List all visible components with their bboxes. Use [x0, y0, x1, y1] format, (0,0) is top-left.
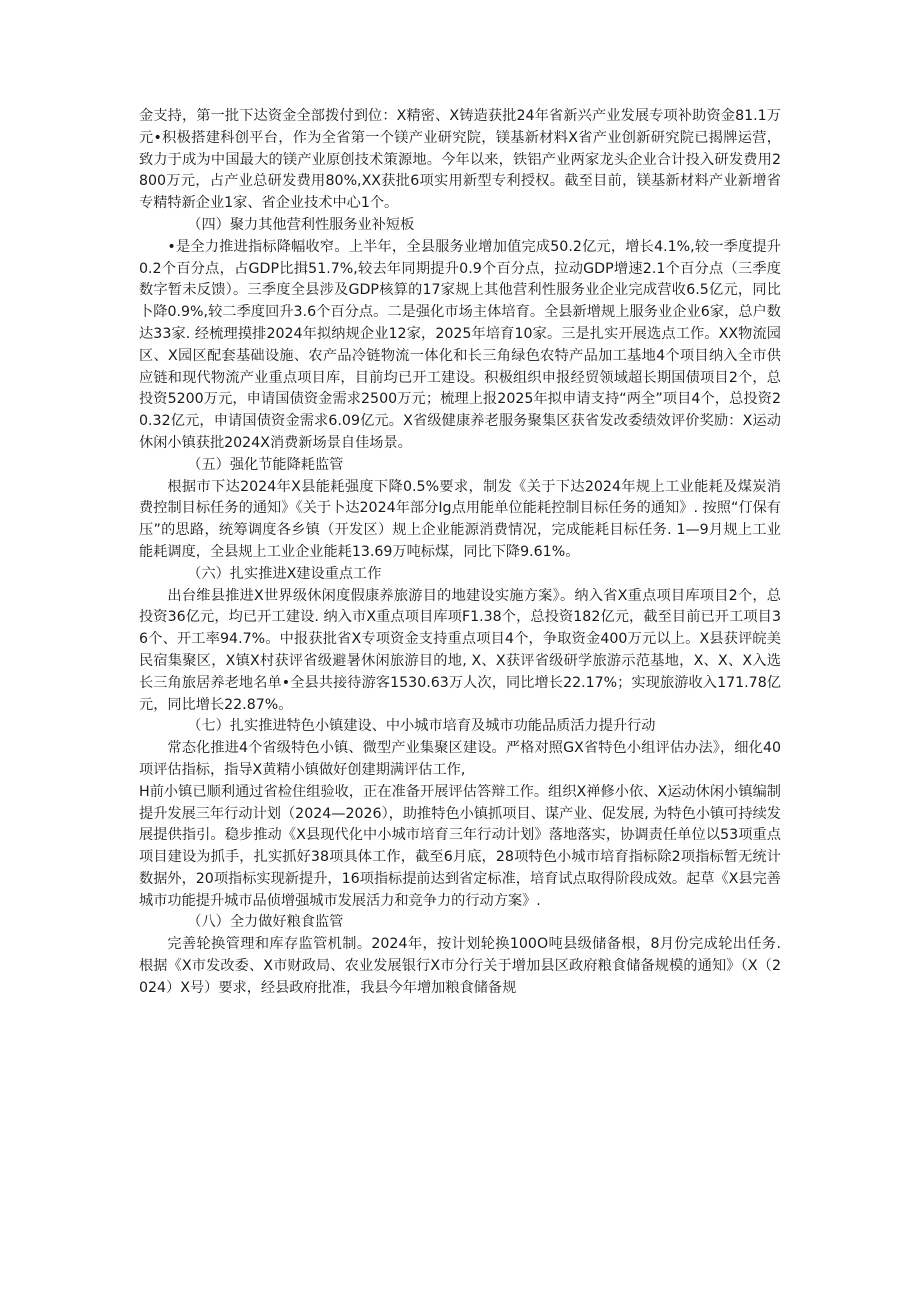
paragraph-services: •是全力推进指标降幅收窄。上半年，全县服务业增加值完成50.2亿元，增长4.1%,较一季度提升0.2个百分点，占GDP比揖51.7%,较去年同期提升0.9个百分点，拉动GDP增速2.1个百分点（三季度数字暂未反馈）。三季度全县涉及GDP核算的17家规上其他营利性服务业企业完成营收6.5亿元，同比卜降0.9%,较二季度回升3.6个百分点。二是强化市场主体培育。全县新增规上服务业企业6家，总户数达33家. 经梳理摸排2024年拟纳规企业12家，2025年培育10家。三是扎实开展选点工作。XX物流园区、X园区配套基础设施、农产品冷链物流一体化和长三角绿色农特产品加工基地4个项目纳入全市供应链和现代物流产业重点项目库，目前均已开工建设。积极组织申报经贸领域超长期国债项目2个，总投资5200万元，申请国债资金需求2500万元；梳理上报2025年拟申请支持“两全”项目4个，总投资20.32亿元，申请国债资金需求6.09亿元。X省级健康养老服务聚集区获省发改委绩效评价奖励：X运动休闲小镇获批2024X消费新场景自佳场景。 — [139, 238, 781, 451]
section-heading-6: （六）扎实推进X建设重点工作 — [187, 565, 382, 582]
section-heading-7: （七）扎实推进特色小镇建设、中小城市培育及城市功能品质活力提升行动 — [187, 718, 656, 735]
section-heading-5: （五）强化节能降耗监管 — [187, 456, 344, 473]
paragraph-grain: 完善轮换管理和库存监管机制。2024年，按计划轮换100O吨县级储备根，8月份完成轮出任务. 根据《X市发改委、X市财政局、农业发展银行X市分行关于增加县区政府粮食储备规模的通知》（X（2024）X号）要求，经县政府批准，我县今年增加粮食储备规 — [139, 936, 781, 996]
document-body — [139, 106, 781, 1000]
paragraph-towns-a: 常态化推进4个省级特色小镇、微型产业集聚区建设。严格对照GX省特色小组评估办法》，细化40项评估指标，指导X黄精小镇做好创建期满评估工作, — [139, 740, 781, 778]
paragraph-towns-b: H前小镇已顺利通过省检住组验收，正在准备开展评估答辩工作。组织X禅修小依、X运动休闲小镇编制提升发展三年行动计划（2024—2026），助推特色小镇抓项目、谋产业、促发展, 为特色小镇可持续发展提供指引。稳步推动《X县现代化中小城市培育三年行动计划》落地落实，协调责任单位以53项重点项目建设为抓手，扎实抓好38项具体工作，截至6月底，28项特色小城市培育指标除2项指标暂无统计数据外，20项指标实现新提升，16项指标提前达到省定标准，培育试点取得阶段成效。起草《X县完善城市功能提升城市品侦增强城市发展活力和竞争力的行动方案》. — [139, 783, 781, 909]
paragraph-tourism: 出台维县推进X世界级休闲度假康养旅游目的地建设实施方案》。纳入省X重点项目库项目2个，总投资36亿元，均已开工建设. 纳入市X重点项目库项F1.38个，总投资182亿元，截至目前已开工项目36个、开工率94.7%。中报获批省X专项资金支持重点项目4个，争取资金400万元以上。X县获评皖美民宿集聚区，X镇X村获评省级避暑休闲旅游目的地, X、X获评省级研学旅游示范基地，X、X、X入选长三角旅居养老地名单•全县共接待游客1530.63万人次，同比增长22.17%；实现旅游收入171.78亿元，同比增长22.87%。 — [139, 587, 781, 713]
section-heading-4: （四）聚力其他营利性服务业补短板 — [187, 216, 415, 233]
section-heading-8: （八）全力做好粮食监管 — [187, 914, 344, 931]
paragraph-energy: 根据市下达2024年X县能耗强度下降0.5%要求，制发《关于下达2024年规上工业能耗及煤炭消费控制目标任务的通知》《关于卜达2024年部分Ig点用能单位能耗控制目标任务的通知》. 按照“仃保有压”的思路，统筹调度各乡镇（开发区）规上企业能源消费情况，完成能耗目标任务. 1—9月规上工业能耗调度，全县规上工业企业能耗13.69万吨标煤，同比下降9.61%。 — [139, 478, 781, 560]
paragraph-funding-support: 金支持，第一批下达资金全部拨付到位：X精密、X铸造获批24年省新兴产业发展专项补助资金81.1万元•积极搭建科创平台，作为全省第一个镁产业研究院，镁基新材料X省产业创新研究院已揭牌运营，致力于成为中国最大的镁产业原创技术策源地。今年以来，铁铝产业两家龙头企业合计投入研发费用2800万元，占产业总研发费用80%,XX获批6项实用新型专利授权。截至目前，镁基新材料产业新增省专精特新企业1家、省企业技术中心1个。 — [139, 108, 781, 212]
